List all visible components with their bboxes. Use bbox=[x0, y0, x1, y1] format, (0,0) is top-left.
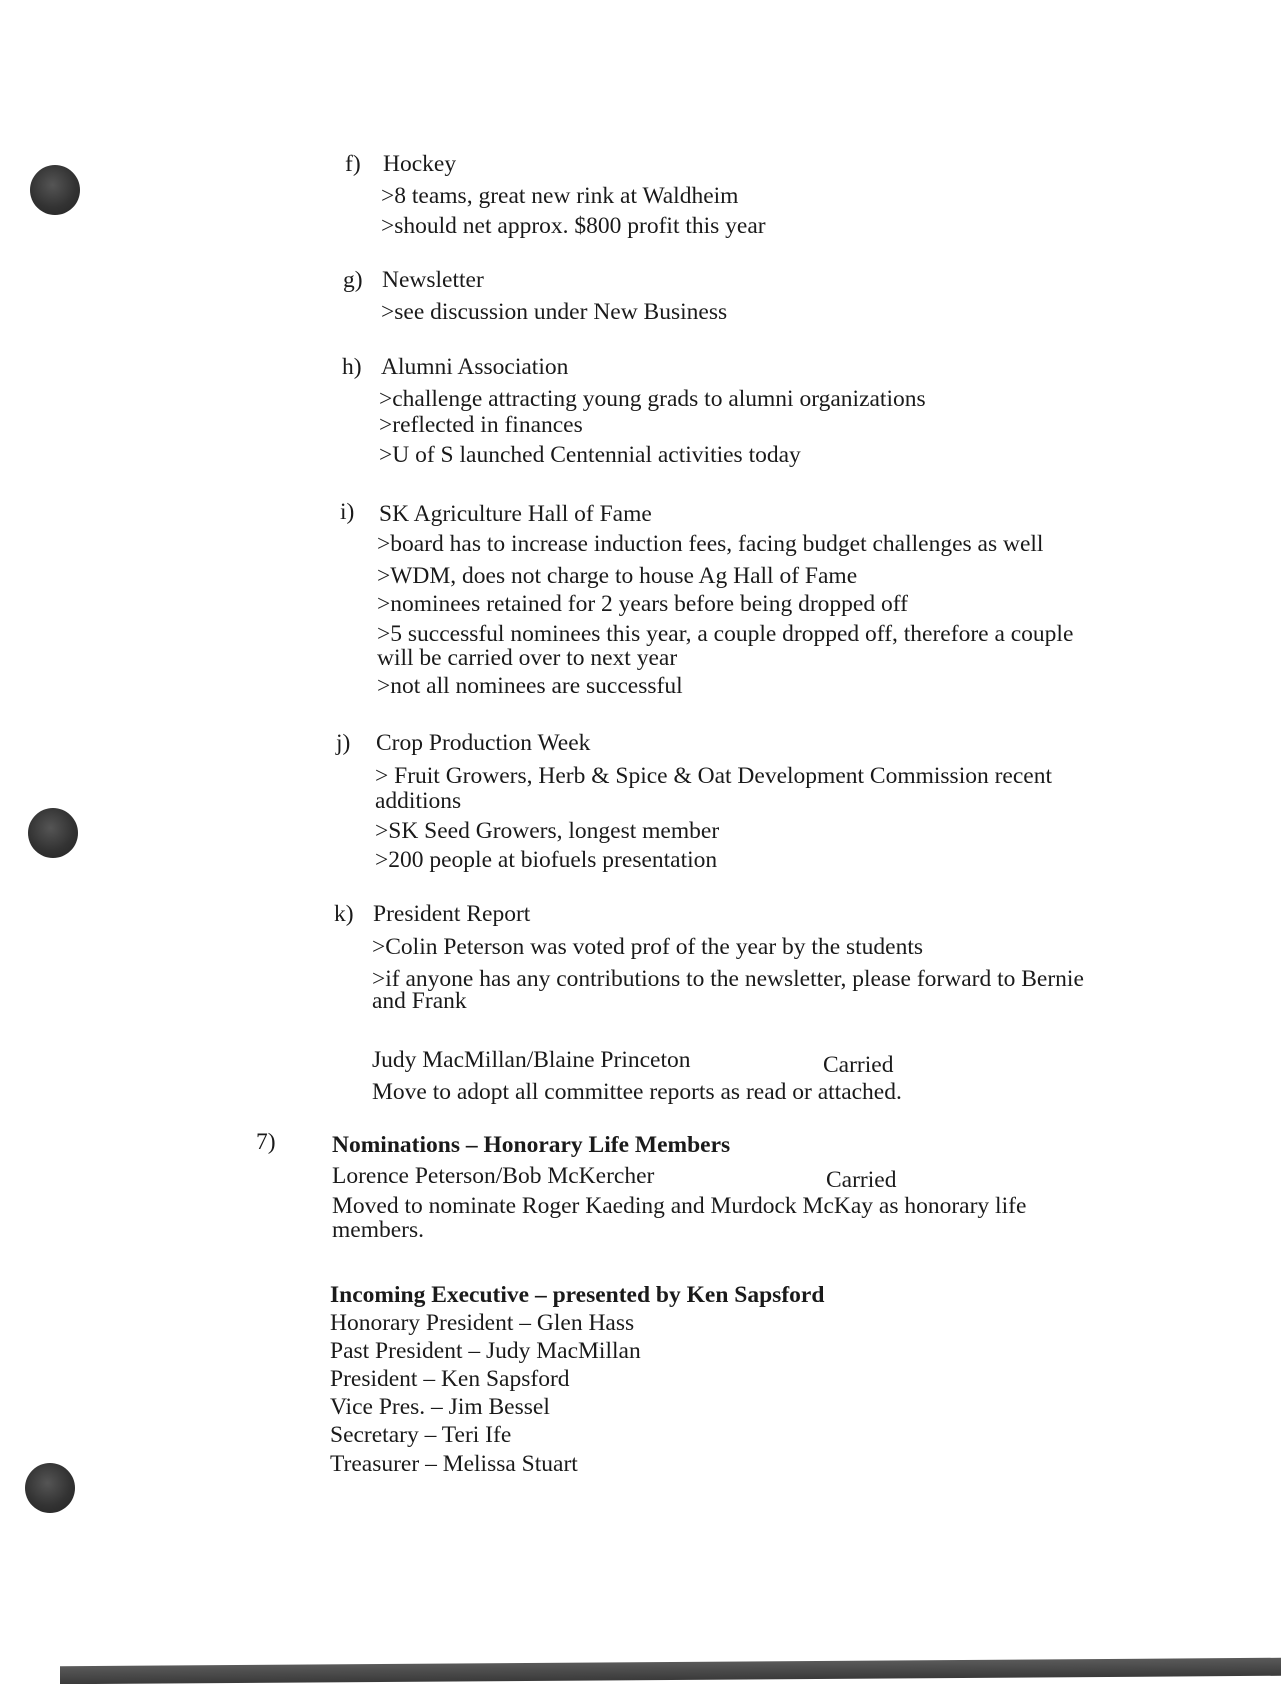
item-line: >Colin Peterson was voted prof of the year by the students bbox=[372, 934, 924, 960]
item-line: >8 teams, great new rink at Waldheim bbox=[381, 183, 739, 209]
executive-heading: Incoming Executive – presented by Ken Sapsford bbox=[330, 1282, 825, 1308]
item-letter: j) bbox=[336, 730, 351, 756]
item-line: >should net approx. $800 profit this year bbox=[381, 213, 766, 239]
motion-status: Carried bbox=[826, 1167, 897, 1193]
item-line: >U of S launched Centennial activities today bbox=[379, 442, 801, 468]
punch-hole-bottom bbox=[25, 1463, 75, 1513]
item-line: > Fruit Growers, Herb & Spice & Oat Development Commission recent bbox=[375, 763, 1053, 789]
motion-movers: Judy MacMillan/Blaine Princeton bbox=[372, 1047, 691, 1073]
item-line: and Frank bbox=[372, 988, 467, 1014]
item-letter: f) bbox=[345, 151, 361, 177]
executive-member: Past President – Judy MacMillan bbox=[330, 1338, 641, 1364]
item-title: Hockey bbox=[383, 151, 457, 177]
executive-member: Secretary – Teri Ife bbox=[330, 1422, 512, 1448]
motion-status: Carried bbox=[823, 1052, 894, 1078]
item-line: >if anyone has any contributions to the newsletter, please forward to Bernie bbox=[372, 966, 1084, 992]
item-title: Alumni Association bbox=[381, 354, 569, 380]
scan-bottom-edge bbox=[60, 1658, 1281, 1684]
punch-hole-middle bbox=[28, 808, 78, 858]
item-title: Crop Production Week bbox=[376, 730, 591, 756]
item-letter: h) bbox=[342, 354, 362, 380]
executive-member: Vice Pres. – Jim Bessel bbox=[330, 1394, 550, 1420]
item-line: >5 successful nominees this year, a couple dropped off, therefore a couple bbox=[377, 621, 1074, 647]
motion-text: Move to adopt all committee reports as read or attached. bbox=[372, 1079, 902, 1105]
item-title: President Report bbox=[373, 901, 531, 927]
executive-member: President – Ken Sapsford bbox=[330, 1366, 570, 1392]
motion-text: Moved to nominate Roger Kaeding and Murdock McKay as honorary life bbox=[332, 1193, 1027, 1219]
item-line: will be carried over to next year bbox=[377, 645, 678, 671]
punch-hole-top bbox=[30, 165, 80, 215]
item-line: >not all nominees are successful bbox=[377, 673, 683, 699]
section-number: 7) bbox=[256, 1129, 276, 1155]
item-line: >board has to increase induction fees, facing budget challenges as well bbox=[377, 531, 1044, 557]
motion-movers: Lorence Peterson/Bob McKercher bbox=[332, 1163, 655, 1189]
item-letter: i) bbox=[340, 499, 355, 525]
item-letter: g) bbox=[343, 267, 363, 293]
item-line: >WDM, does not charge to house Ag Hall of Fame bbox=[377, 563, 858, 589]
item-line: >see discussion under New Business bbox=[381, 299, 728, 325]
item-line: >challenge attracting young grads to alumni organizations bbox=[379, 386, 926, 412]
item-line: additions bbox=[375, 788, 462, 814]
item-title: SK Agriculture Hall of Fame bbox=[379, 501, 652, 527]
item-line: >200 people at biofuels presentation bbox=[375, 847, 718, 873]
item-letter: k) bbox=[334, 901, 354, 927]
item-line: >reflected in finances bbox=[379, 412, 583, 438]
item-line: >SK Seed Growers, longest member bbox=[375, 818, 720, 844]
executive-member: Honorary President – Glen Hass bbox=[330, 1310, 635, 1336]
executive-member: Treasurer – Melissa Stuart bbox=[330, 1451, 578, 1477]
item-line: >nominees retained for 2 years before being dropped off bbox=[377, 591, 908, 617]
item-title: Newsletter bbox=[382, 267, 484, 293]
motion-text: members. bbox=[332, 1217, 425, 1243]
section-heading: Nominations – Honorary Life Members bbox=[332, 1132, 731, 1158]
